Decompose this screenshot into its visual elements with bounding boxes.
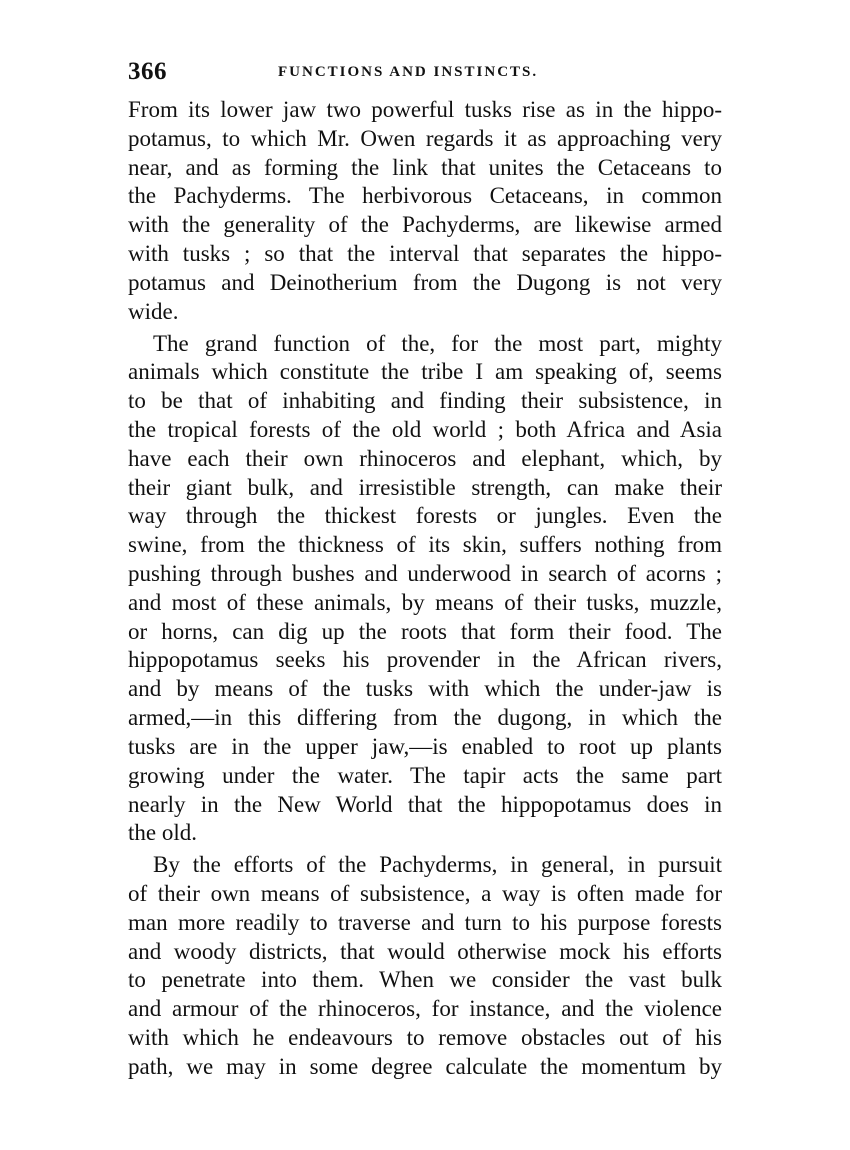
text-line: and armour of the rhinoceros, for instance, and the violence: [128, 996, 722, 1022]
running-head: FUNCTIONS AND INSTINCTS.: [278, 64, 539, 80]
text-line: hippopotamus seeks his provender in the African rivers,: [128, 647, 722, 673]
text-line: pushing through bushes and underwood in search of acorns ;: [128, 561, 722, 586]
text-line: potamus, to which Mr. Owen regards it as approaching very: [128, 125, 722, 151]
paragraph: [128, 851, 722, 1082]
text-line: animals which constitute the tribe I am speaking of, seems: [128, 359, 722, 385]
text-line: way through the thickest forests or jungles. Even the: [128, 503, 722, 529]
page-header: [128, 58, 722, 88]
text-line: of their own means of subsistence, a way is often made for: [128, 880, 722, 906]
text-line: to penetrate into them. When we consider the vast bulk: [128, 967, 722, 993]
paragraph: [128, 96, 722, 327]
body-text: [128, 96, 722, 1082]
text-line: near, and as forming the link that unites the Cetaceans to: [128, 154, 722, 180]
text-line: wide.: [128, 298, 179, 324]
text-line: the old.: [128, 820, 197, 846]
text-line: path, we may in some degree calculate the momentum by: [128, 1053, 722, 1079]
text-line: and woody districts, that would otherwise mock his efforts: [128, 938, 722, 964]
text-line: or horns, can dig up the roots that form their food. The: [128, 618, 722, 644]
text-line: growing under the water. The tapir acts the same part: [128, 762, 722, 788]
text-line: the tropical forests of the old world ; both Africa and Asia: [128, 416, 722, 442]
text-line: swine, from the thickness of its skin, suffers nothing from: [128, 532, 722, 558]
page-number: 366: [128, 58, 167, 85]
text-line: man more readily to traverse and turn to his purpose forests: [128, 909, 722, 935]
text-line: with tusks ; so that the interval that separates the hippo-: [128, 241, 722, 267]
text-line: From its lower jaw two powerful tusks rise as in the hippo-: [128, 97, 722, 122]
text-line: nearly in the New World that the hippopotamus does in: [128, 791, 722, 817]
text-line: tusks are in the upper jaw,—is enabled to root up plants: [128, 733, 722, 759]
paragraph: [128, 330, 722, 849]
text-line: potamus and Deinotherium from the Dugong is not very: [128, 269, 722, 295]
text-line: the Pachyderms. The herbivorous Cetaceans, in common: [128, 183, 722, 209]
text-line: have each their own rhinoceros and elephant, which, by: [128, 445, 722, 471]
text-line: armed,—in this differing from the dugong, in which the: [128, 705, 722, 731]
text-line: The grand function of the, for the most part, mighty: [153, 330, 722, 356]
text-line: with which he endeavours to remove obstacles out of his: [128, 1025, 722, 1050]
text-line: and most of these animals, by means of their tusks, muzzle,: [128, 589, 722, 615]
text-line: By the efforts of the Pachyderms, in general, in pursuit: [153, 852, 722, 878]
text-line: their giant bulk, and irresistible strength, can make their: [128, 474, 722, 500]
text-line: with the generality of the Pachyderms, are likewise armed: [128, 212, 722, 238]
text-line: and by means of the tusks with which the under-jaw is: [128, 676, 722, 702]
text-line: to be that of inhabiting and finding their subsistence, in: [128, 388, 722, 414]
